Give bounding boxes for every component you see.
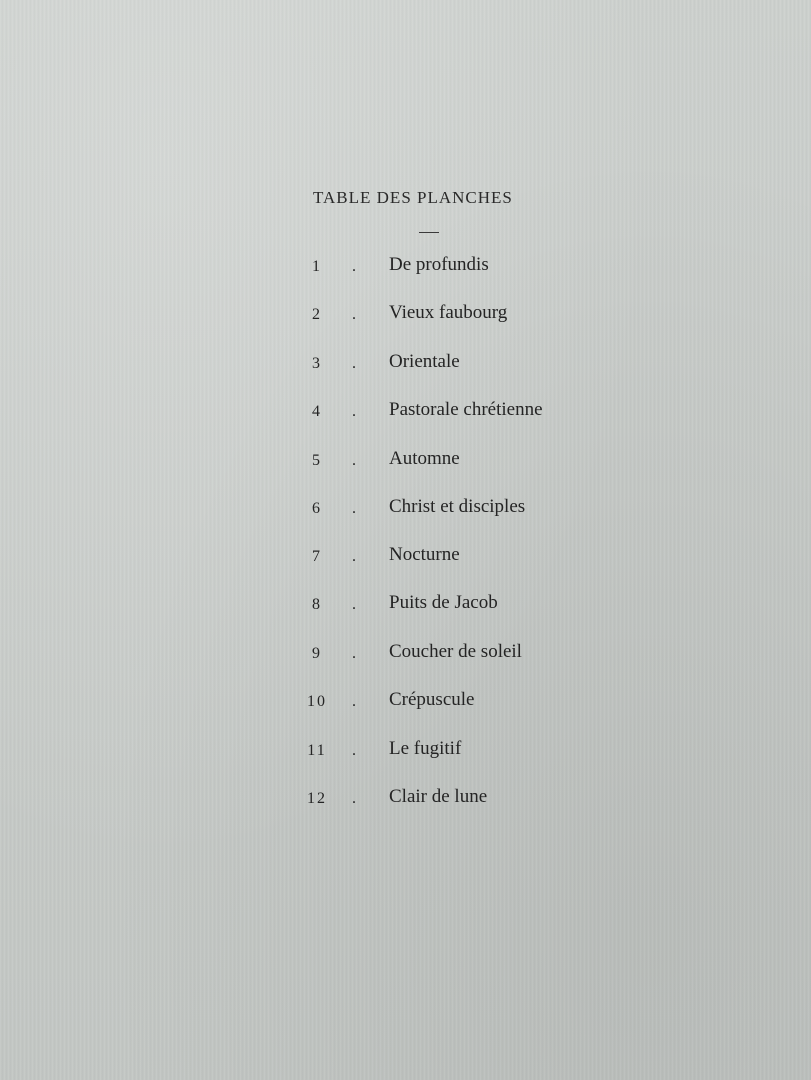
plate-title: Christ et disciples bbox=[389, 496, 526, 517]
plate-dot: . bbox=[352, 306, 356, 323]
page-title: TABLE DES PLANCHES bbox=[313, 188, 513, 207]
plate-title: De profundis bbox=[389, 254, 489, 275]
plate-title: Puits de Jacob bbox=[389, 592, 498, 613]
plate-dot: . bbox=[352, 548, 356, 565]
plate-title: Le fugitif bbox=[389, 738, 462, 759]
plate-number: 2 bbox=[312, 306, 322, 323]
plate-number: 9 bbox=[312, 645, 322, 662]
plate-entry-8 bbox=[300, 592, 620, 622]
plate-number: 1 bbox=[312, 258, 322, 275]
plate-entry-12 bbox=[300, 786, 620, 816]
plate-entry-7 bbox=[300, 544, 620, 574]
plate-dot: . bbox=[352, 645, 356, 662]
plate-entry-2 bbox=[300, 302, 620, 332]
plate-dot: . bbox=[352, 355, 356, 372]
plate-entry-6 bbox=[300, 496, 620, 526]
plate-dot: . bbox=[352, 693, 356, 710]
plate-title: Automne bbox=[389, 448, 460, 469]
plate-number: 11 bbox=[307, 742, 327, 759]
plate-title: Coucher de soleil bbox=[389, 641, 522, 662]
plate-number: 7 bbox=[312, 548, 322, 565]
plate-entry-11 bbox=[300, 738, 620, 768]
plate-entry-5 bbox=[300, 448, 620, 478]
plate-number: 4 bbox=[312, 403, 322, 420]
plate-entry-10 bbox=[300, 689, 620, 719]
plate-entry-4 bbox=[300, 399, 620, 429]
plate-number: 3 bbox=[312, 355, 322, 372]
plate-title: Vieux faubourg bbox=[389, 302, 508, 323]
plate-entry-9 bbox=[300, 641, 620, 671]
plate-title: Pastorale chrétienne bbox=[389, 399, 543, 420]
plate-entry-1 bbox=[300, 254, 620, 284]
plate-title: Clair de lune bbox=[389, 786, 488, 807]
plate-dot: . bbox=[352, 500, 356, 517]
plate-dot: . bbox=[352, 790, 356, 807]
plate-title: Crépuscule bbox=[389, 689, 475, 710]
plate-dot: . bbox=[352, 452, 356, 469]
plate-dot: . bbox=[352, 742, 356, 759]
plate-number: 6 bbox=[312, 500, 322, 517]
plate-title: Nocturne bbox=[389, 544, 460, 565]
plate-number: 10 bbox=[307, 693, 327, 710]
plate-dot: . bbox=[352, 258, 356, 275]
plate-number: 8 bbox=[312, 596, 322, 613]
plate-number: 12 bbox=[307, 790, 327, 807]
plate-number: 5 bbox=[312, 452, 322, 469]
plate-dot: . bbox=[352, 403, 356, 420]
plate-title: Orientale bbox=[389, 351, 460, 372]
title-separator-rule bbox=[419, 232, 439, 233]
plate-entry-3 bbox=[300, 351, 620, 381]
plate-dot: . bbox=[352, 596, 356, 613]
